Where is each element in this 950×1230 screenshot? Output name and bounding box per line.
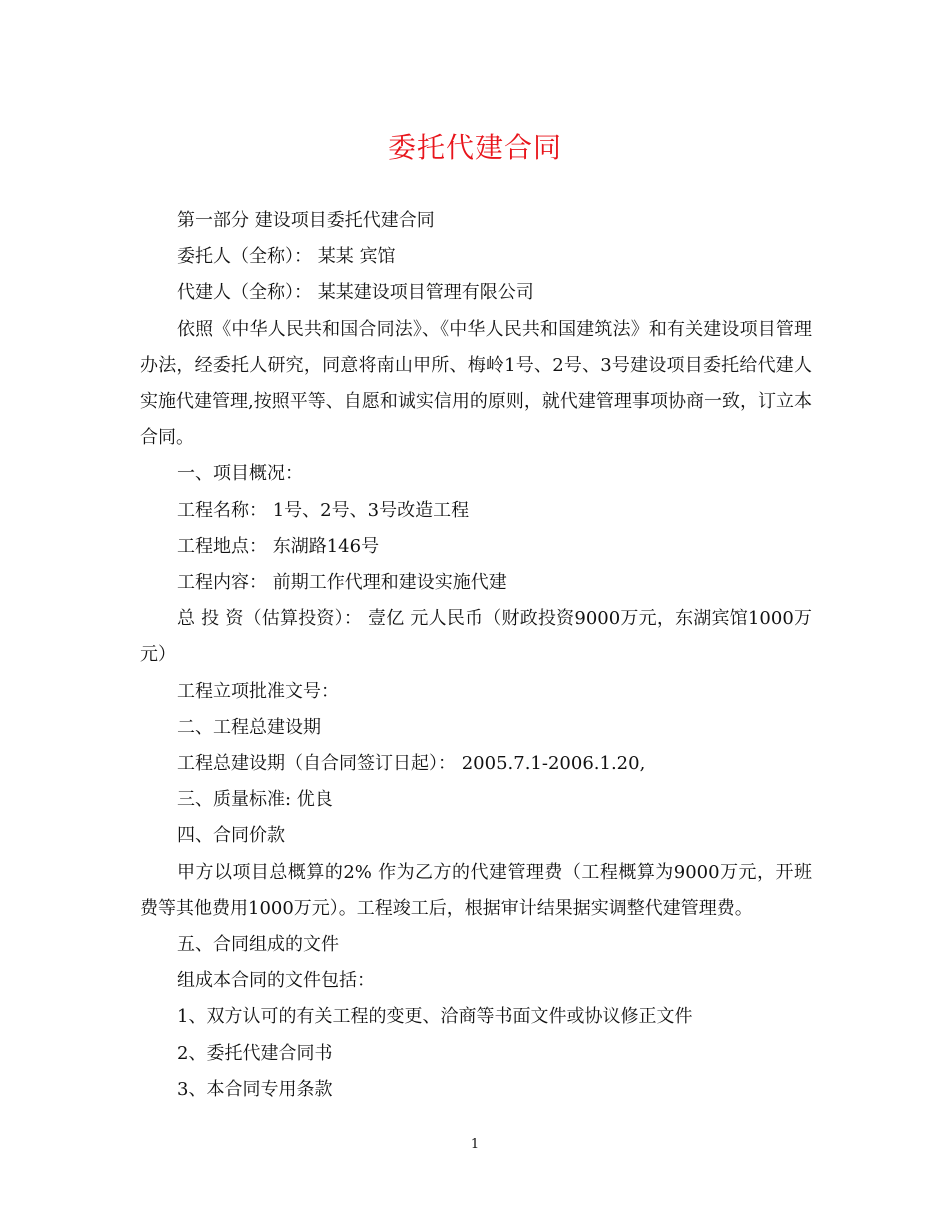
list-item-document-1: 1、双方认可的有关工程的变更、洽商等书面文件或协议修正文件 (177, 1006, 693, 1028)
document-body (140, 203, 812, 1108)
section-quality-standard: 三、质量标准: 优良 (177, 789, 333, 811)
paragraph-project-location: 工程地点： 东湖路146号 (177, 535, 380, 557)
paragraph-agent: 代建人（全称）： 某某建设项目管理有限公司 (177, 282, 534, 304)
document-title: 委托代建合同 (387, 131, 562, 164)
section-project-overview: 一、项目概况： (177, 463, 303, 485)
paragraph-project-content: 工程内容： 前期工作代理和建设实施代建 (177, 572, 507, 594)
page-number: 1 (470, 1137, 480, 1152)
paragraph-documents-intro: 组成本合同的文件包括： (177, 970, 375, 992)
section-contract-price: 四、合同价款 (177, 825, 285, 847)
list-item-document-3: 3、本合同专用条款 (177, 1078, 333, 1100)
paragraph-preamble: 依照《中华人民共和国合同法》、《中华人民共和国建筑法》和有关建设项目管理办法，经委托人研究，同意将南山甲所、梅岭1号、2号、3号建设项目委托给代建人实施代建管理,按照平等、自愿和诚实信用的原则，就代建管理事项协商一致，订立本合同。 (140, 318, 812, 449)
paragraph-approval-number: 工程立项批准文号： (177, 680, 339, 702)
section-construction-period: 二、工程总建设期 (177, 716, 321, 738)
section-contract-documents: 五、合同组成的文件 (177, 934, 339, 956)
paragraph-management-fee: 甲方以项目总概算的2% 作为乙方的代建管理费（工程概算为9000万元，开班费等其他费用1000万元）。工程竣工后，根据审计结果据实调整代建管理费。 (140, 861, 812, 919)
paragraph-total-investment: 总 投 资（估算投资）： 壹亿 元人民币（财政投资9000万元，东湖宾馆1000万元） (140, 608, 812, 666)
paragraph-project-name: 工程名称： 1号、2号、3号改造工程 (177, 499, 470, 521)
list-item-document-2: 2、委托代建合同书 (177, 1042, 333, 1064)
paragraph-construction-period: 工程总建设期（自合同签订日起）： 2005.7.1-2006.1.20, (177, 753, 646, 775)
paragraph-principal: 委托人（全称）： 某某 宾馆 (177, 246, 396, 268)
paragraph-part-heading: 第一部分 建设项目委托代建合同 (177, 210, 435, 231)
